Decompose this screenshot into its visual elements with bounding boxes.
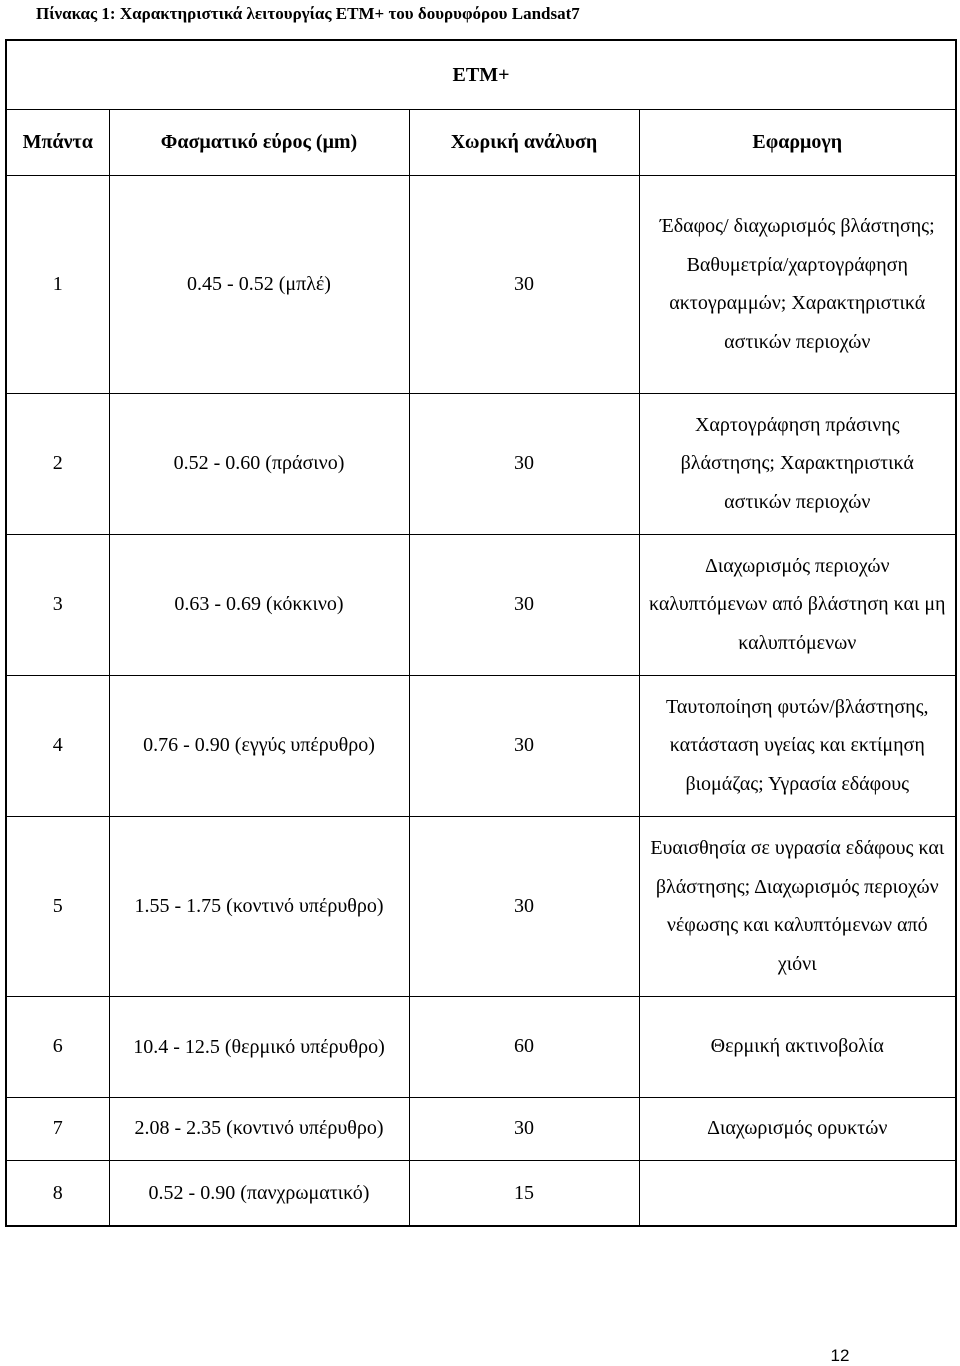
spectral-range-cell: 0.52 - 0.90 (πανχρωματικό): [109, 1160, 409, 1226]
application-cell: [639, 1160, 956, 1226]
spatial-resolution-cell: 30: [409, 393, 639, 534]
table-row: [6, 816, 956, 996]
band-cell: 2: [6, 393, 109, 534]
application-cell: Έδαφος/ διαχωρισμός βλάστησης; Βαθυμετρία/χαρτογράφηση ακτογραμμών; Χαρακτηριστικά αστικών περιοχών: [639, 175, 956, 393]
spatial-resolution-cell: 30: [409, 675, 639, 816]
spatial-resolution-cell: 30: [409, 175, 639, 393]
table-row: [6, 996, 956, 1097]
spectral-range-cell: 10.4 - 12.5 (θερμικό υπέρυθρο): [109, 996, 409, 1097]
band-cell: 6: [6, 996, 109, 1097]
page-number: 12: [830, 1346, 850, 1365]
application-cell: Ευαισθησία σε υγρασία εδάφους και βλάστησης; Διαχωρισμός περιοχών νέφωσης και καλυπτόμενων από χιόνι: [639, 816, 956, 996]
application-cell: Διαχωρισμός ορυκτών: [639, 1097, 956, 1160]
table-row: [6, 1160, 956, 1226]
etm-characteristics-table: [5, 39, 957, 1227]
spectral-range-cell: 0.45 - 0.52 (μπλέ): [109, 175, 409, 393]
spatial-resolution-cell: 60: [409, 996, 639, 1097]
spectral-range-cell: 2.08 - 2.35 (κοντινό υπέρυθρο): [109, 1097, 409, 1160]
spatial-resolution-cell: 30: [409, 816, 639, 996]
spectral-range-cell: 0.52 - 0.60 (πράσινο): [109, 393, 409, 534]
table-header-row: [6, 109, 956, 175]
table-row: [6, 534, 956, 675]
spatial-resolution-cell: 30: [409, 534, 639, 675]
application-cell: Θερμική ακτινοβολία: [639, 996, 956, 1097]
spectral-range-cell: 0.76 - 0.90 (εγγύς υπέρυθρο): [109, 675, 409, 816]
spectral-range-cell: 0.63 - 0.69 (κόκκινο): [109, 534, 409, 675]
table-row: [6, 175, 956, 393]
header-band: Μπάντα: [6, 109, 109, 175]
spectral-range-cell: 1.55 - 1.75 (κοντινό υπέρυθρο): [109, 816, 409, 996]
band-cell: 8: [6, 1160, 109, 1226]
table-caption: Πίνακας 1: Χαρακτηριστικά λειτουργίας ETM+ του δουρυφόρου Landsat7: [36, 4, 580, 23]
table-row: [6, 393, 956, 534]
band-cell: 1: [6, 175, 109, 393]
application-cell: Διαχωρισμός περιοχών καλυπτόμενων από βλάστηση και μη καλυπτόμενων: [639, 534, 956, 675]
header-spectral-range: Φασματικό εύρος (μm): [109, 109, 409, 175]
band-cell: 4: [6, 675, 109, 816]
application-cell: Χαρτογράφηση πράσινης βλάστησης; Χαρακτηριστικά αστικών περιοχών: [639, 393, 956, 534]
header-spatial-resolution: Χωρική ανάλυση: [409, 109, 639, 175]
table-row: [6, 675, 956, 816]
table-title: ETM+: [6, 40, 956, 109]
band-cell: 3: [6, 534, 109, 675]
table-row: [6, 1097, 956, 1160]
header-application: Εφαρμογη: [639, 109, 956, 175]
table-title-row: [6, 40, 956, 109]
application-cell: Ταυτοποίηση φυτών/βλάστησης, κατάσταση υγείας και εκτίμηση βιομάζας; Υγρασία εδάφους: [639, 675, 956, 816]
band-cell: 7: [6, 1097, 109, 1160]
spatial-resolution-cell: 15: [409, 1160, 639, 1226]
spatial-resolution-cell: 30: [409, 1097, 639, 1160]
band-cell: 5: [6, 816, 109, 996]
